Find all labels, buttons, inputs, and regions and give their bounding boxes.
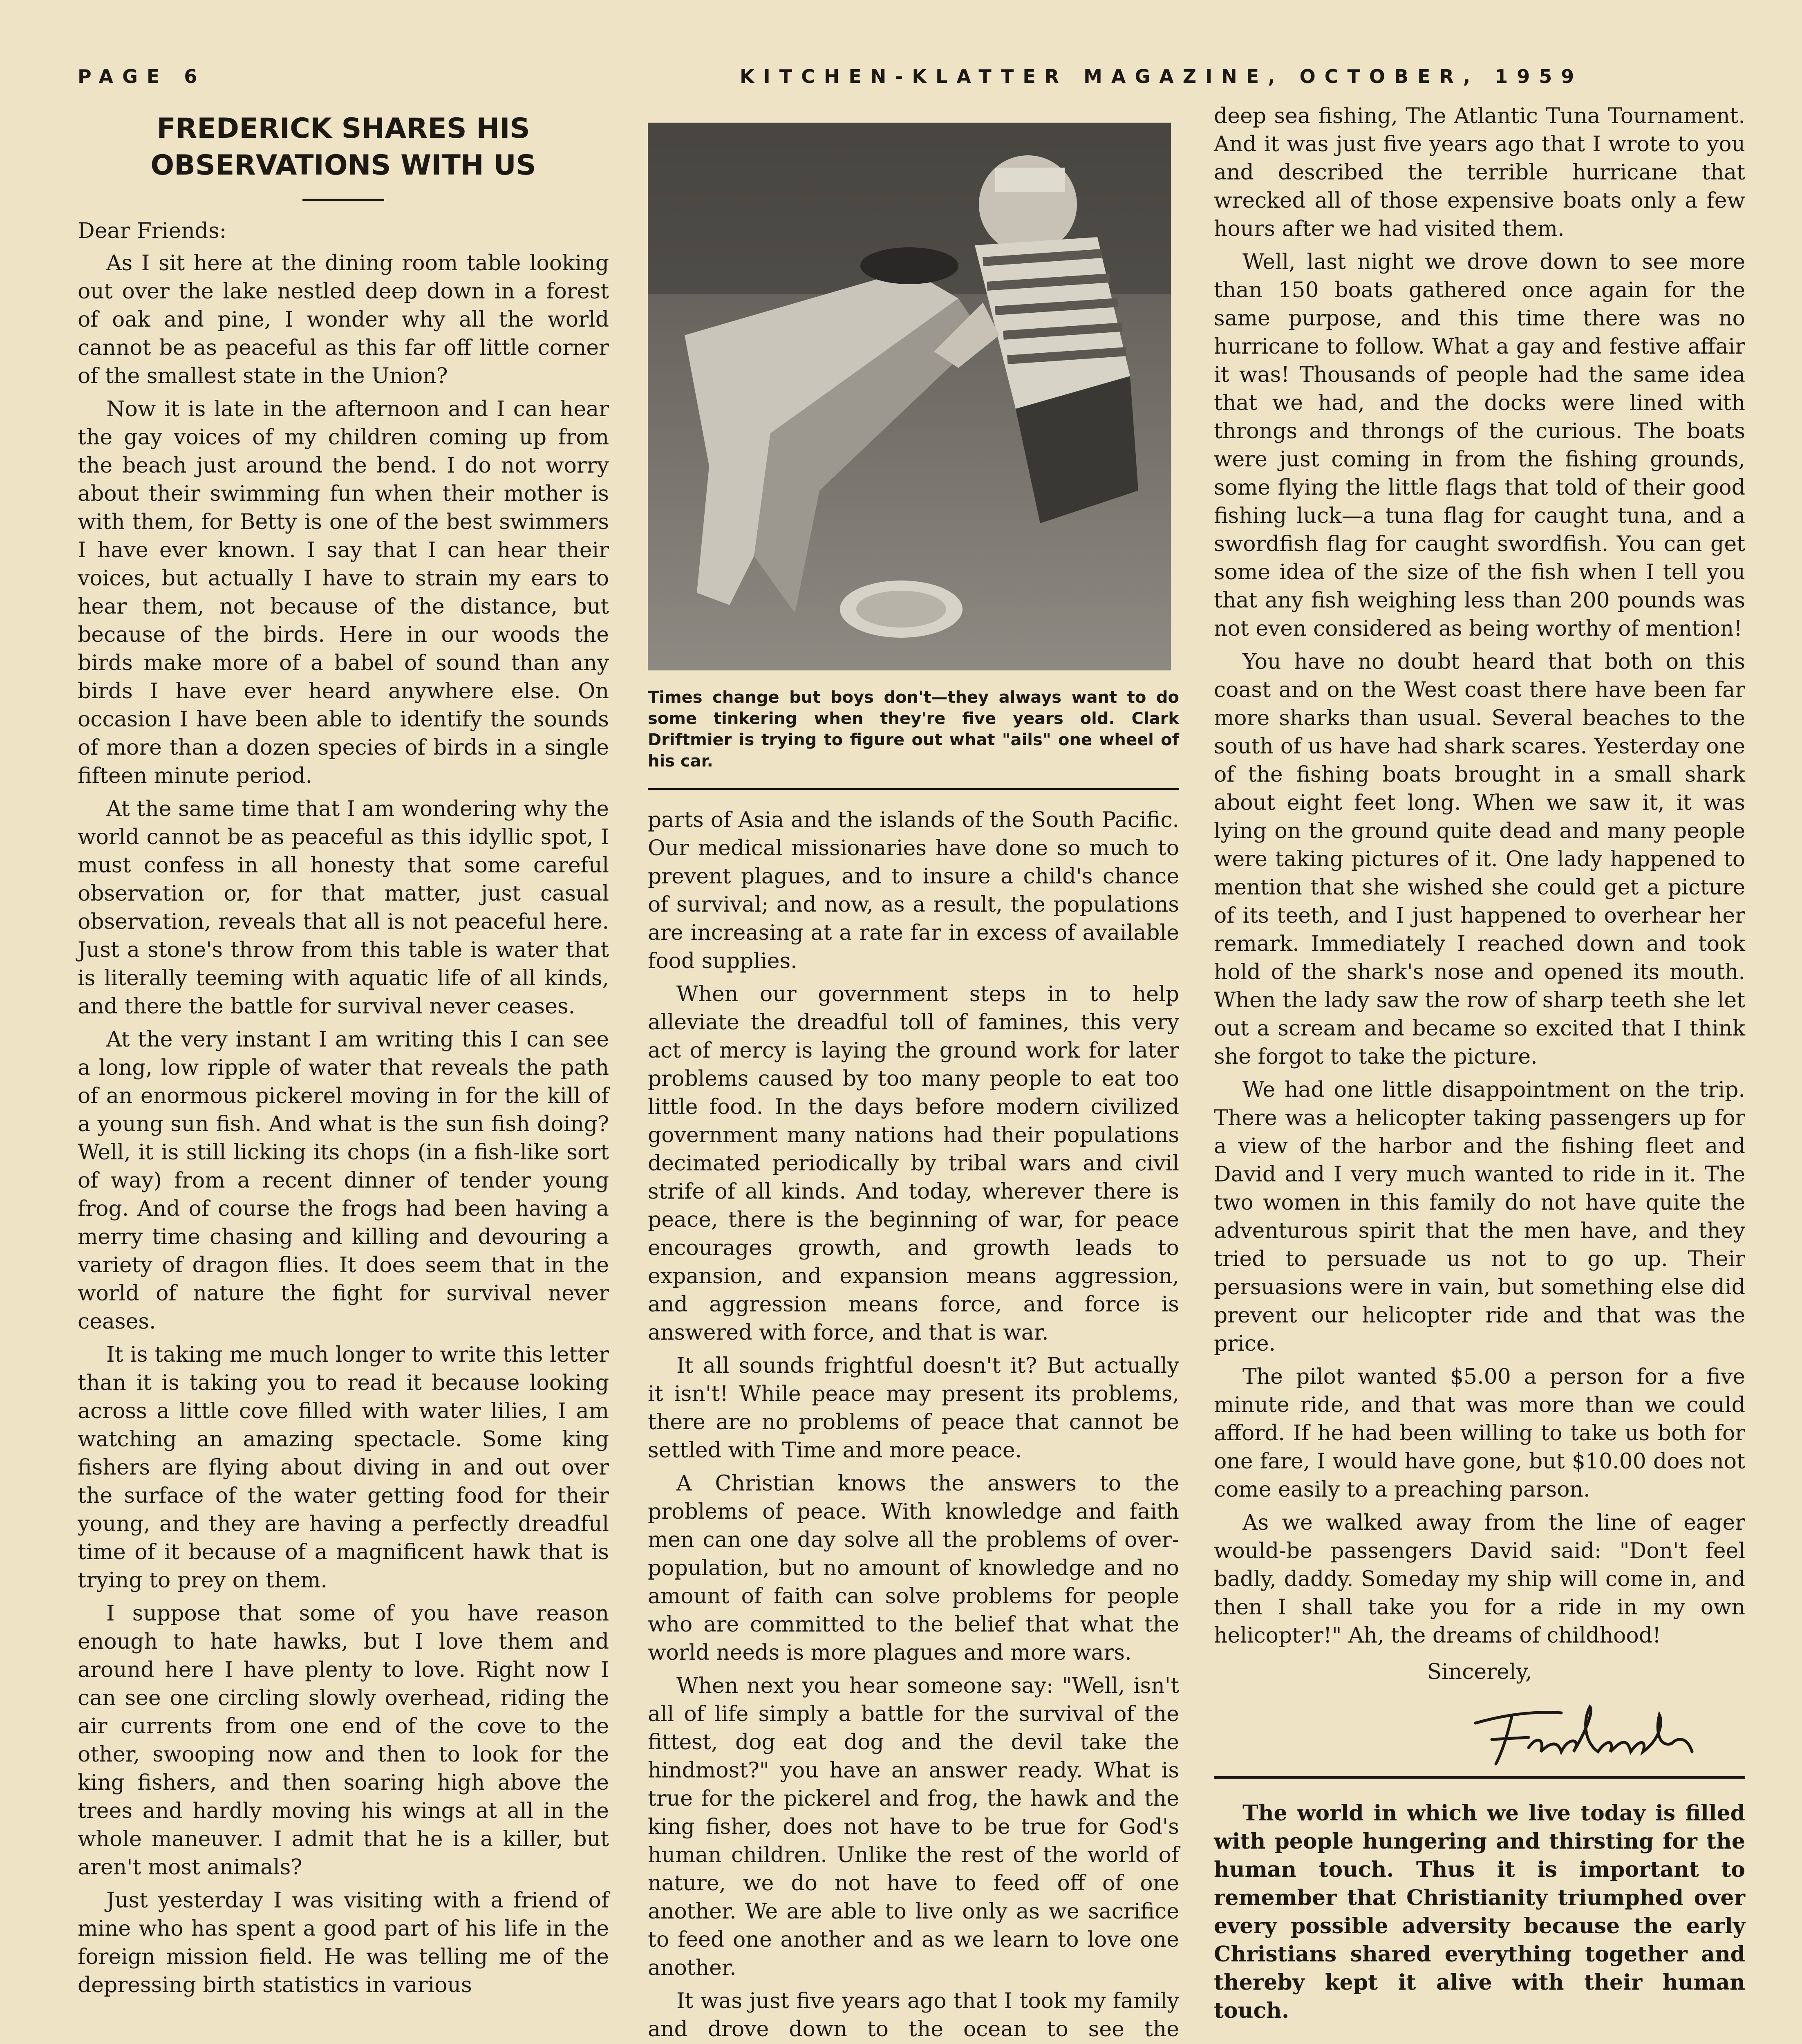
photo-caption: Times change but boys don't—they always want to do some tinkering when they're five years old. Clark Driftmier is trying to figure out what "ails" one wheel of his car. (648, 688, 1179, 771)
paragraph: When next you hear someone say: "Well, isn't all of life simply a battle for the survival of the fittest, dog eat dog and the devil take the hindmost?" you have an answer ready. What is true for the pickerel and frog, the hawk and the king fisher, does not have to be true for God's human children. Unlike the rest of the world of nature, we do not have to feed off of one another. We are able to live only as we sacrifice to feed one another and as we learn to love one another. (648, 1674, 1179, 1980)
salutation: Dear Friends: (78, 219, 227, 243)
signature (1214, 1694, 1745, 1772)
boxed-note (1214, 1799, 1745, 2025)
paragraph: We had one little disappointment on the trip. There was a helicopter taking passengers up for a view of the harbor and the fishing fleet and David and I very much wanted to ride in it. The two women in this family do not have quite the adventurous spirit that the men have, and they tried to persuade us not to go up. Their persuasions were in vain, but something else did prevent our helicopter ride and that was the price. (1214, 1078, 1745, 1356)
title-line-2: OBSERVATIONS WITH US (150, 149, 536, 182)
paragraph: Well, last night we drove down to see more than 150 boats gathered once again for the same purpose, and this time there was no hurricane to follow. What a gay and festive affair it was! Thousands of people had the same idea that we had, and the docks were lined with throngs and throngs of the curious. The boats were just coming in from the fishing grounds, some flying the little flags that told of their good fishing luck—a tuna flag for caught tuna, and a swordfish flag for caught swordfish. You can get some idea of the size of the fish when I tell you that any fish weighing less than 200 pounds was not even considered as being worthy of mention! (1214, 250, 1745, 641)
paragraph: deep sea fishing, The Atlantic Tuna Tournament. And it was just five years ago that I wrote to you and described the terrible hurricane that wrecked all of those expensive boats only a few hours after we had visited them. (1214, 104, 1745, 241)
paragraph: I suppose that some of you have reason enough to hate hawks, but I love them and around here I have plenty to love. Right now I can see one circling slowly overhead, riding the air currents from one end of the cove to the other, swooping now and then to look for the king fishers, and then soaring high above the trees and hardly moving his wings at all in the whole maneuver. I admit that he is a killer, but aren't most animals? (78, 1601, 609, 1880)
signature-handwriting (1467, 1699, 1712, 1768)
paragraph: You have no doubt heard that both on this coast and on the West coast there have been far more sharks than usual. Several beaches to the south of us have had shark scares. Yesterday one of the fishing boats brought in a small shark about eight feet long. When we saw it, it was lying on the ground quite dead and many people were taking pictures of it. One lady happened to mention that she wished she could get a picture of its teeth, and I just happened to overhear her remark. Immediately I reached down and took hold of the shark's nose and opened its mouth. When the lady saw the row of sharp teeth she let out a scream and became so excited that I think she forgot to take the picture. (1214, 650, 1745, 1069)
page-number: PAGE 6 (78, 65, 206, 87)
paragraph: parts of Asia and the islands of the South Pacific. Our medical missionaries have done so much to prevent plagues, and to insure a child's chance of survival; and now, as a result, the populations are increasing at a rate far in excess of available food supplies. (648, 808, 1179, 973)
paragraph: It was just five years ago that I took my family and drove down to the ocean to see the (648, 1989, 1179, 2042)
caption-divider (648, 788, 1179, 790)
paragraph: Just yesterday I was visiting with a friend of mine who has spent a good part of his life in the foreign mission field. He was telling me of the depressing birth statistics in various (78, 1888, 609, 1997)
paragraph: At the very instant I am writing this I can see a long, low ripple of water that reveals the path of an enormous pickerel moving in for the kill of a young sun fish. And what is the sun fish doing? Well, it is still licking its chops (in a fish-like sort of way) from a recent dinner of tender young frog. And of course the frogs had been having a merry time chasing and killing and devouring a variety of dragon flies. It does seem that in the world of nature the fight for survival never ceases. (78, 1027, 609, 1334)
boxed-note-text: The world in which we live today is filled with people hungering and thirsting for the human touch. Thus it is important to remember that Christianity triumphed over every possible adversity because the early Christians shared everything together and thereby kept it alive with their human touch. (1214, 1801, 1745, 2023)
paragraph: It is taking me much longer to write this letter than it is taking you to read it because looking across a little cove filled with water lilies, I am watching an amazing spectacle. Some king fishers are flying about diving in and out over the surface of the water getting food for their young, and they are having a perfectly dreadful time of it because of a magnificent hawk that is trying to prey on them. (78, 1342, 609, 1593)
paragraph: When our government steps in to help alleviate the dreadful toll of famines, this very act of mercy is laying the ground work for later problems caused by too many people to eat too little food. In the days before modern civilized government many nations had their populations decimated periodically by tribal wars and civil strife of all kinds. And today, wherever there is peace, there is the beginning of war, for peace encourages growth, and growth leads to expansion, and expansion means aggression, and aggression means force, and force is answered with force, and that is war. (648, 982, 1179, 1345)
paragraph: The pilot wanted $5.00 a person for a five minute ride, and that was more than we could afford. If he had been willing to take us both for one fare, I would have gone, but $10.00 does not come easily to a preaching parson. (1214, 1365, 1745, 1502)
closing: Sincerely, (1427, 1660, 1532, 1684)
photo-illustration (648, 123, 1171, 670)
column-1 (78, 102, 609, 2004)
paragraph: A Christian knows the answers to the problems of peace. With knowledge and faith men can one day solve all the problems of over-population, but no amount of knowledge and no amount of faith can solve problems for people who are committed to the belief that what the world needs is more plagues and more wars. (648, 1471, 1179, 1665)
boxed-note-divider (1214, 1776, 1745, 1779)
masthead: KITCHEN-KLATTER MAGAZINE, OCTOBER, 1959 (740, 65, 1583, 87)
title-divider (302, 199, 384, 201)
column-2 (648, 102, 1179, 2044)
paragraph: It all sounds frightful doesn't it? But actually it isn't! While peace may present its problems, there are no problems of peace that cannot be settled with Time and more peace. (648, 1354, 1179, 1463)
column-3 (1214, 102, 1745, 2030)
page-header (78, 65, 1737, 98)
photo-boy-with-toy-car (648, 123, 1171, 670)
paragraph: As we walked away from the line of eager would-be passengers David said: "Don't feel badly, daddy. Someday my ship will come in, and then I shall take you for a ride in my own helicopter!" Ah, the dreams of childhood! (1214, 1511, 1745, 1648)
title-line-1: FREDERICK SHARES HIS (157, 112, 530, 145)
paragraph: As I sit here at the dining room table looking out over the lake nestled deep down in a forest of oak and pine, I wonder why all the world cannot be as peaceful as this far off little corner of the smallest state in the Union? (78, 251, 609, 388)
paragraph: Now it is late in the afternoon and I can hear the gay voices of my children coming up from the beach just around the bend. I do not worry about their swimming fun when their mother is with them, for Betty is one of the best swimmers I have ever known. I say that I can hear their voices, but actually I have to strain my ears to hear them, not because of the distance, but because of the birds. Here in our woods the birds make more of a babel of sound than any birds I have ever heard anywhere else. On occasion I have been able to identify the sounds of more than a dozen species of birds in a single fifteen minute period. (78, 397, 609, 788)
paragraph: At the same time that I am wondering why the world cannot be as peaceful as this idyllic spot, I must confess in all honesty that some careful observation or, for that matter, just casual observation, reveals that all is not peaceful here. Just a stone's throw from this table is water that is literally teeming with aquatic life of all kinds, and there the battle for survival never ceases. (78, 797, 609, 1019)
article-title (78, 110, 609, 184)
